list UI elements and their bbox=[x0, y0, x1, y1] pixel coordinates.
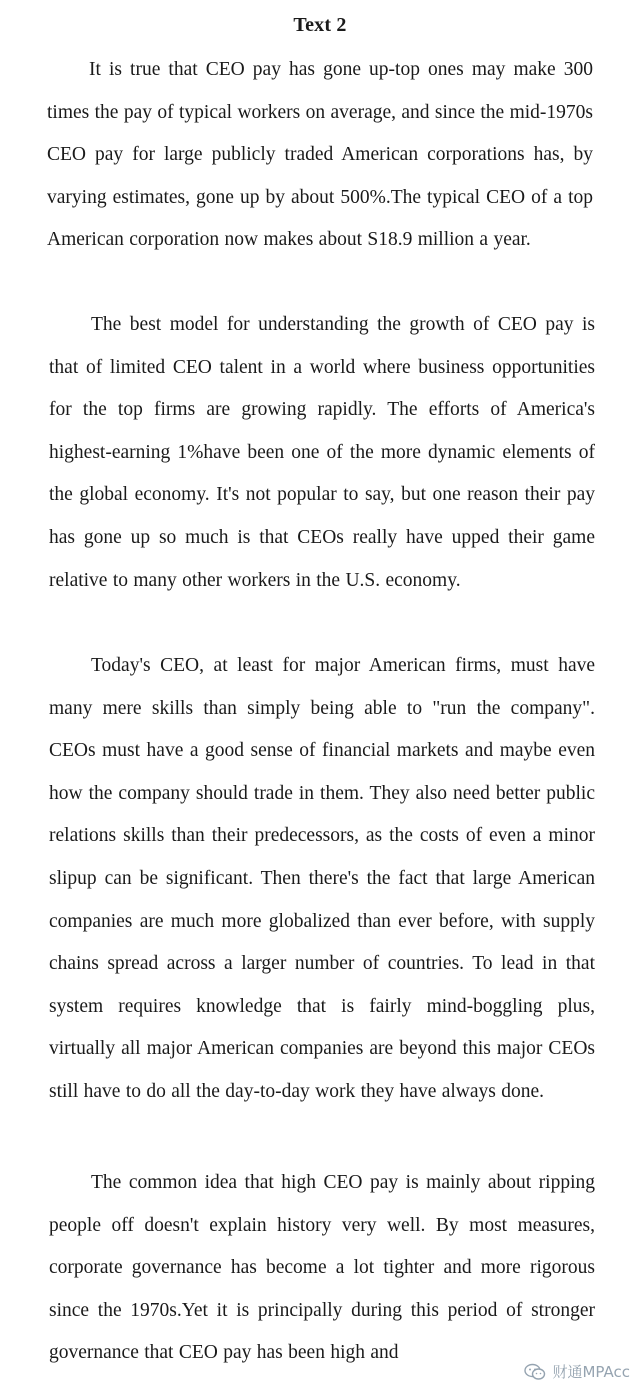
wechat-icon bbox=[524, 1363, 546, 1381]
document-title: Text 2 bbox=[293, 14, 347, 36]
paragraph-3: Today's CEO, at least for major American firms, must have many mere skills than simply being able to "run the company". CEOs must have a good sense of financial markets and maybe even how the company should trade in them. They also need better public relations skills than their predecessors, as the costs of even a minor slipup can be significant. Then there's the fact that large American companies are much more globalized than ever before, with supply chains spread across a larger number of countries. To lead in that system requires knowledge that is fairly mind-boggling plus, virtually all major American companies are beyond this major CEOs still have to do all the day-to-day work they have always done. bbox=[49, 655, 595, 1102]
paragraph-1: It is true that CEO pay has gone up-top ones may make 300 times the pay of typical workers on average, and since the mid-1970s CEO pay for large publicly traded American corporations has, by varying estimates, gone up by about 500%.The typical CEO of a top American corporation now makes about S18.9 million a year. bbox=[47, 59, 593, 251]
paragraph-4: The common idea that high CEO pay is mainly about ripping people off doesn't explain history very well. By most measures, corporate governance has become a lot tighter and more rigorous since the 1970s.Yet it is principally during this period of stronger governance that CEO pay has been high and bbox=[49, 1172, 595, 1364]
watermark-text: 财通MPAcc bbox=[552, 1363, 630, 1381]
watermark bbox=[520, 1359, 634, 1384]
paragraph-2: The best model for understanding the growth of CEO pay is that of limited CEO talent in a world where business opportunities for the top firms are growing rapidly. The efforts of America's highest-earning 1%have been one of the more dynamic elements of the global economy. It's not popular to say, but one reason their pay has gone up so much is that CEOs really have upped their game relative to many other workers in the U.S. economy. bbox=[49, 314, 595, 591]
